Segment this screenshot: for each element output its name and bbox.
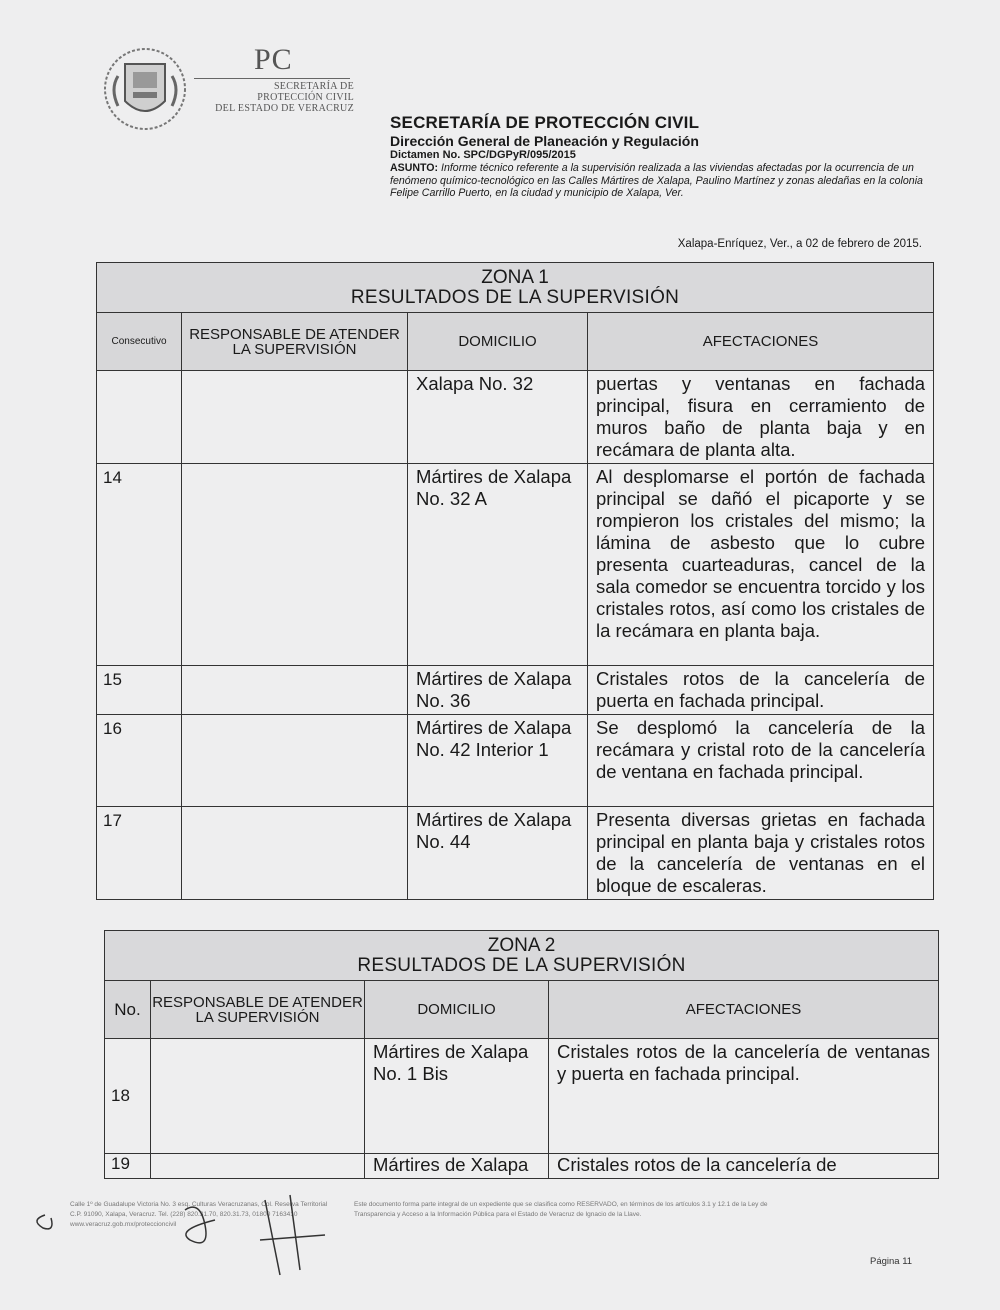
zona2-header-responsable: RESPONSABLE DE ATENDER LA SUPERVISIÓN (151, 981, 365, 1039)
afectaciones-cell: Cristales rotos de la cancelería de puerta en fachada principal. (588, 666, 934, 715)
zona1-header-responsable: RESPONSABLE DE ATENDER LA SUPERVISIÓN (182, 313, 408, 371)
footer-address: Calle 1º de Guadalupe Victoria No. 3 esq. Culturas Veracruzanas, Col. Reserva Territorial C.P. 91090, Xalapa, Veracruz. Tel. (228) 820.31.70, 820.31.73, 01800 7163410 www.veracruz.gob.mx/proteccioncivil (70, 1201, 328, 1228)
asunto (390, 162, 935, 200)
pc-logo-sub-1: SECRETARÍA DE (273, 81, 354, 92)
state-seal-icon (100, 46, 190, 132)
domicilio-cell: Mártires de Xalapa No. 44 (408, 807, 588, 900)
row-number: 15 (97, 666, 182, 715)
domicilio-cell: Mártires de Xalapa (365, 1154, 549, 1179)
responsable-cell (182, 715, 408, 807)
row-number: 18 (105, 1039, 151, 1154)
pc-logo-sub-3: DEL ESTADO DE VERACRUZ (215, 103, 354, 114)
zona1-header-afectaciones: AFECTACIONES (588, 313, 934, 371)
asunto-text: Informe técnico referente a la supervisión realizada a las viviendas afectadas por la ocurrencia de un fenómeno químico-tecnológico en las Calles Mártires de Xalapa, Paulino Martínez y zonas aledañas en la colonia Felipe Carrillo Puerto, en la ciudad y municipio de Xalapa, Ver. (390, 162, 923, 200)
zona2-header-no: No. (105, 981, 151, 1039)
pc-logo-sub-2: PROTECCIÓN CIVIL (257, 92, 354, 103)
row-number: 14 (97, 464, 182, 666)
row-number: 17 (97, 807, 182, 900)
direccion-title: Dirección General de Planeación y Regulación (390, 133, 699, 149)
domicilio-cell: Mártires de Xalapa No. 32 A (408, 464, 588, 666)
responsable-cell (182, 666, 408, 715)
pc-logo-rule (194, 78, 350, 79)
table-row (97, 371, 934, 464)
afectaciones-cell: Cristales rotos de la cancelería de (549, 1154, 939, 1179)
table-row (97, 464, 934, 666)
secretaria-title: SECRETARÍA DE PROTECCIÓN CIVIL (390, 113, 700, 132)
domicilio-cell: Xalapa No. 32 (408, 371, 588, 464)
zona1-title: ZONA 1 (481, 266, 549, 288)
dateline: Xalapa-Enríquez, Ver., a 02 de febrero de 2015. (677, 238, 922, 250)
footer-notice: Este documento forma parte integral de un expediente que se clasifica como RESERVADO, en términos de los artículos 3.1 y 12.1 de la Ley de Transparencia y Acceso a la Información Pública para el Estado de Veracruz de Ignacio de la Llave. (354, 1201, 768, 1218)
row-number: 16 (97, 715, 182, 807)
page-number: Página 11 (870, 1256, 913, 1267)
table-row (105, 1039, 939, 1154)
pc-logo (194, 44, 354, 114)
zona2-banner (105, 931, 939, 981)
pc-logo-mark: PC (254, 43, 293, 76)
zona1-subtitle: RESULTADOS DE LA SUPERVISIÓN (350, 286, 680, 308)
dictamen-number: Dictamen No. SPC/DGPyR/095/2015 (390, 149, 576, 161)
zona1-table (96, 262, 934, 900)
afectaciones-cell: Al desplomarse el portón de fachada principal se dañó el picaporte y se rompieron los cristales del mismo; la lámina de asbesto que lo cubre presenta cuarteaduras, cancel de la sala comedor se encuentra torcido y los cristales rotos, así como los cristales de la recámara en planta baja. (588, 464, 934, 666)
handwritten-signature (25, 1170, 365, 1280)
table-row (97, 666, 934, 715)
row-number: 19 (105, 1154, 151, 1179)
responsable-cell (151, 1039, 365, 1154)
zona1-header-domicilio: DOMICILIO (408, 313, 588, 371)
responsable-cell (182, 807, 408, 900)
zona1-header-consecutivo: Consecutivo (97, 313, 182, 371)
zona2-subtitle: RESULTADOS DE LA SUPERVISIÓN (357, 954, 686, 976)
responsable-cell (182, 371, 408, 464)
responsable-cell (182, 464, 408, 666)
asunto-label: ASUNTO: (390, 162, 439, 174)
table-row (97, 807, 934, 900)
row-number (97, 371, 182, 464)
domicilio-cell: Mártires de Xalapa No. 42 Interior 1 (408, 715, 588, 807)
afectaciones-cell: Se desplomó la cancelería de la recámara y cristal roto de la cancelería de ventana en fachada principal. (588, 715, 934, 807)
zona1-banner (97, 263, 934, 313)
zona2-title: ZONA 2 (487, 934, 556, 956)
domicilio-cell: Mártires de Xalapa No. 36 (408, 666, 588, 715)
zona2-header-afectaciones: AFECTACIONES (549, 981, 939, 1039)
document-header (390, 113, 935, 200)
zona2-table (104, 930, 939, 1179)
afectaciones-cell: puertas y ventanas en fachada principal, fisura en cerramiento de muros baño de planta baja y en recámara de planta alta. (588, 371, 934, 464)
afectaciones-cell: Cristales rotos de la cancelería de ventanas y puerta en fachada principal. (549, 1039, 939, 1154)
domicilio-cell: Mártires de Xalapa No. 1 Bis (365, 1039, 549, 1154)
zona2-header-domicilio: DOMICILIO (365, 981, 549, 1039)
afectaciones-cell: Presenta diversas grietas en fachada principal en planta baja y cristales rotos de la cancelería de ventanas en el bloque de escaleras. (588, 807, 934, 900)
table-row (97, 715, 934, 807)
